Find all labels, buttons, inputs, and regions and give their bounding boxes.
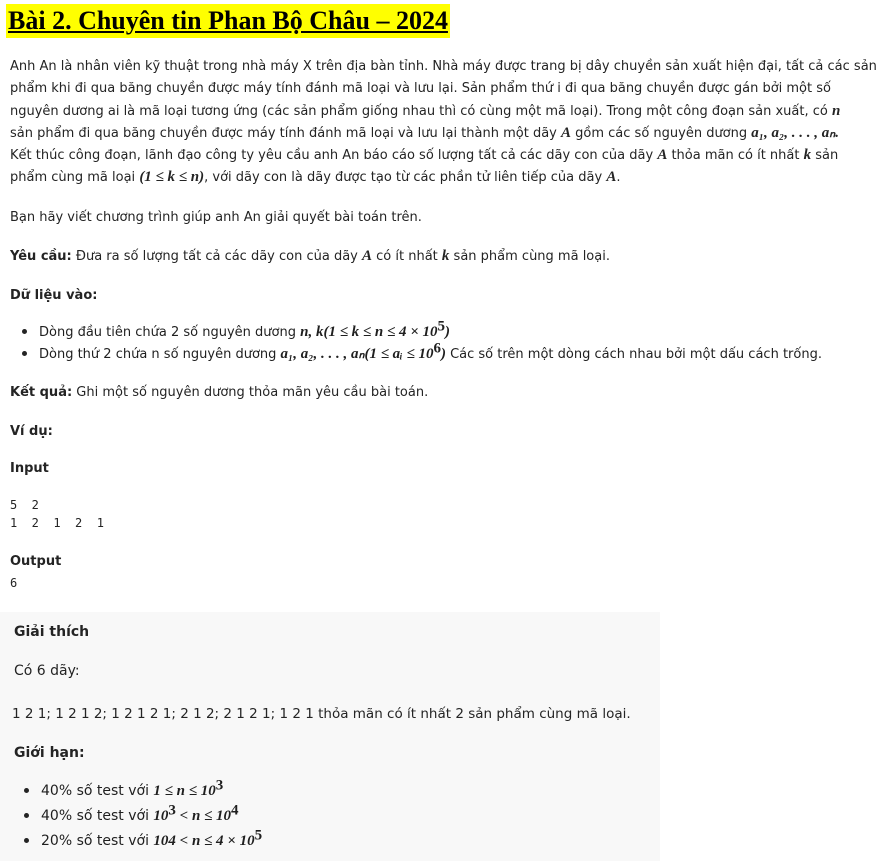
sample-output: 6 <box>10 576 18 590</box>
intro-line-1: Anh An là nhân viên kỹ thuật trong nhà máy X trên địa bàn tỉnh. Nhà máy được trang bị dây chuyền sản xuất hiện đại, tất cả các sản <box>10 59 877 74</box>
input-heading: Dữ liệu vào: <box>10 288 98 303</box>
intro-line-5: Kết thúc công đoạn, lãnh đạo công ty yêu cầu anh An báo cáo số lượng tất cả các dãy con của dãy A thỏa mãn có ít nhất k sản <box>10 147 839 163</box>
explanation-panel <box>0 612 660 861</box>
bullet-icon <box>22 329 27 334</box>
bullet-icon <box>22 351 27 356</box>
intro-line-2: phẩm khi đi qua băng chuyền được máy tính đánh mã loại và lưu lại. Sản phẩm thứ i đi qua băng chuyền được gán bởi một số <box>10 81 831 96</box>
bullet-icon <box>24 813 29 818</box>
intro-line-4: sản phẩm đi qua băng chuyền được máy tính đánh mã loại và lưu lại thành một dãy A gồm các số nguyên dương a₁, a₂, . . . , aₙ. <box>10 125 839 141</box>
explain-heading: Giải thích <box>14 624 90 640</box>
explain-line-2: 1 2 1; 1 2 1 2; 1 2 1 2 1; 2 1 2; 2 1 2 1; 1 2 1 thỏa mãn có ít nhất 2 sản phẩm cùng mã loại. <box>12 706 631 722</box>
intro-line-6: phẩm cùng mã loại (1 ≤ k ≤ n), với dãy con là dãy được tạo từ các phần tử liên tiếp của dãy A. <box>10 169 621 185</box>
input-item-2: Dòng thứ 2 chứa n số nguyên dương a₁, a₂, . . . , aₙ(1 ≤ aᵢ ≤ $10^6$) Các số trên một dòng cách nhau bởi một dấu cách trống. <box>22 343 822 366</box>
input-label: Input <box>10 461 49 476</box>
result: Kết quả: Ghi một số nguyên dương thỏa mãn yêu cầu bài toán. <box>10 385 429 400</box>
output-label: Output <box>10 554 62 569</box>
intro-line-3: nguyên dương ai là mã loại tương ứng (các sản phẩm giống nhau thì có cùng một mã loại). Trong một công đoạn sản xuất, có n <box>10 103 841 119</box>
example-heading: Ví dụ: <box>10 424 53 439</box>
limits-heading: Giới hạn: <box>14 745 85 761</box>
explain-line-1: Có 6 dãy: <box>14 663 80 679</box>
sample-input-line-2: 1 2 1 2 1 <box>10 516 104 530</box>
limit-item-1: 40% số test với $1 \le n \le 10^3$ <box>24 780 223 802</box>
bullet-icon <box>24 838 29 843</box>
problem-title: Bài 2. Chuyên tin Phan Bộ Châu – 2024 <box>6 4 450 38</box>
bullet-icon <box>24 788 29 793</box>
sample-input-line-1: 5 2 <box>10 498 39 512</box>
limit-item-3: 20% số test với $104 < n \le 4 \times 10^5$ <box>24 830 262 852</box>
limit-item-2: 40% số test với $10^3 < n \le 10^4$ <box>24 805 239 827</box>
help-text: Bạn hãy viết chương trình giúp anh An giải quyết bài toán trên. <box>10 210 422 225</box>
requirement: Yêu cầu: Đưa ra số lượng tất cả các dãy con của dãy A có ít nhất k sản phẩm cùng mã loại. <box>10 248 610 264</box>
input-item-1: Dòng đầu tiên chứa 2 số nguyên dương n, $k(1 \le k \le n \le 4 \times 10^5)$ <box>22 321 450 344</box>
